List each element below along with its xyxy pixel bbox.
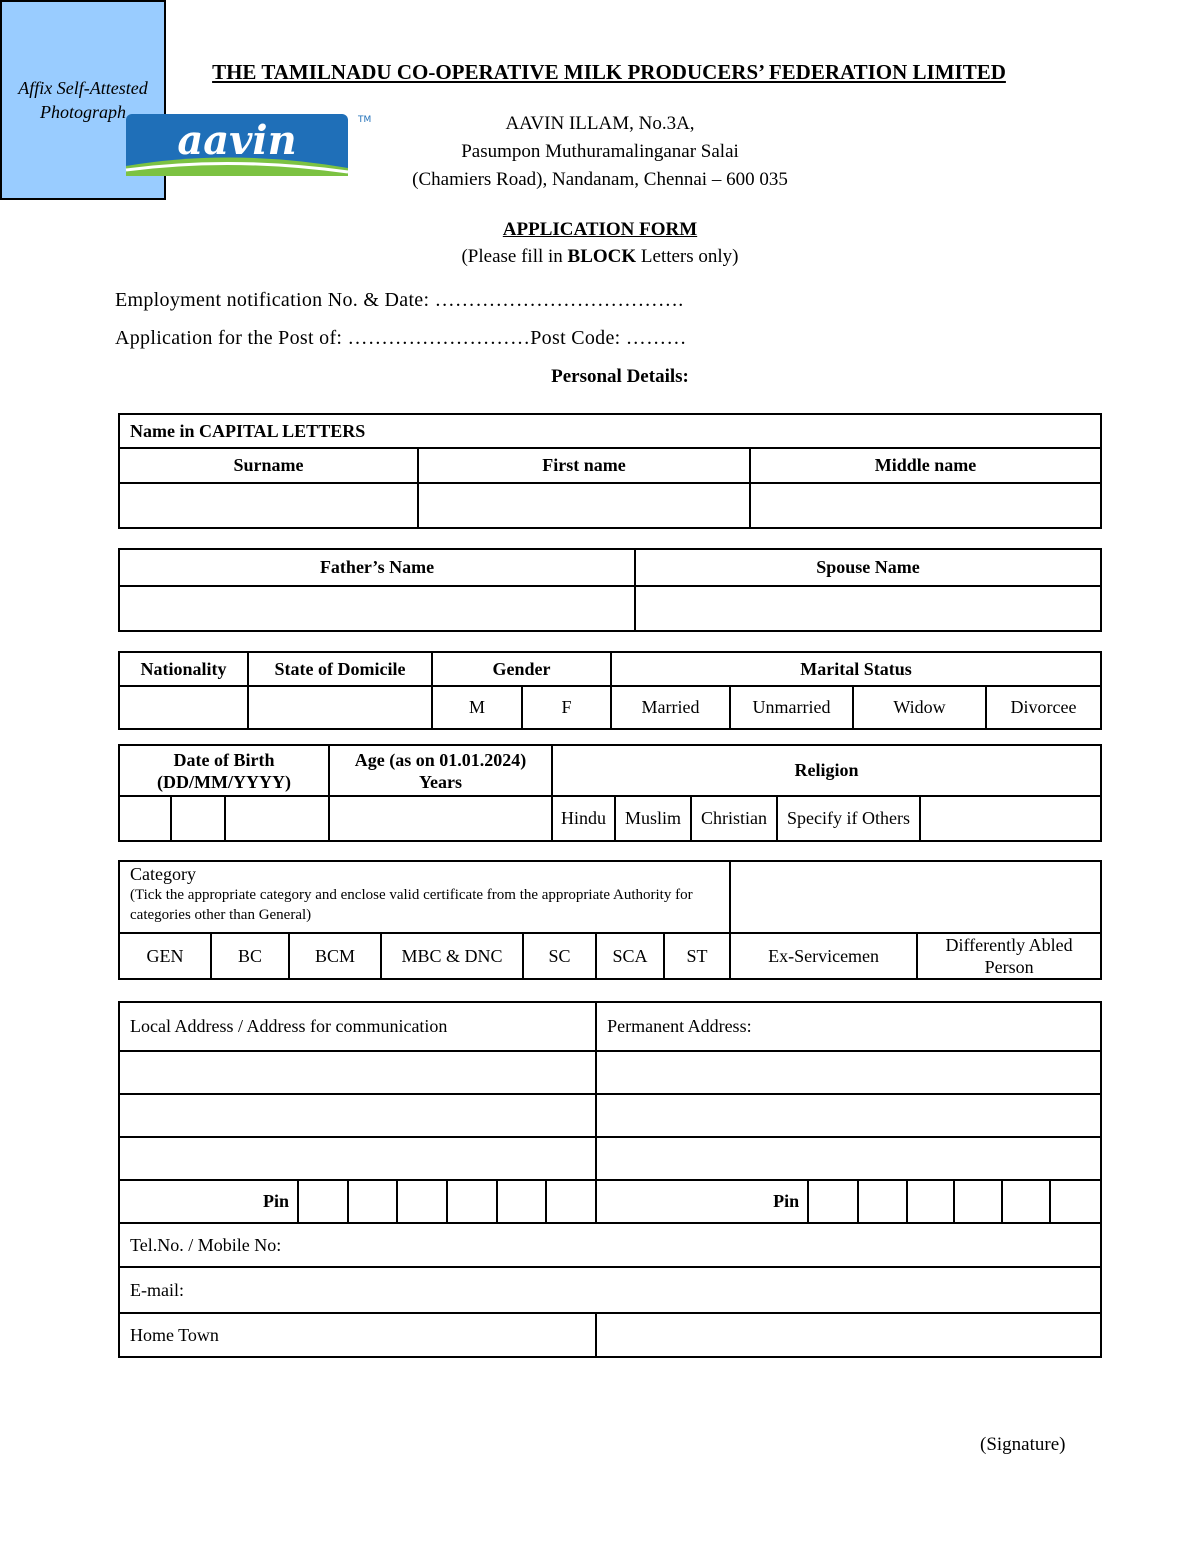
address-line-3: (Chamiers Road), Nandanam, Chennai – 600 035 — [412, 169, 788, 190]
age-input[interactable] — [329, 796, 552, 841]
form-title: APPLICATION FORM — [502, 219, 698, 240]
local-pin-digit[interactable] — [447, 1180, 497, 1223]
category-gen-option[interactable]: GEN — [119, 933, 211, 979]
category-bcm-option[interactable]: BCM — [289, 933, 381, 979]
married-option[interactable]: Married — [611, 686, 730, 729]
permanent-pin-digit[interactable] — [1050, 1180, 1101, 1223]
local-pin-digit[interactable] — [397, 1180, 447, 1223]
permanent-address-line-2[interactable] — [596, 1094, 1101, 1137]
gender-m-option[interactable]: M — [432, 686, 522, 729]
middle-name-header: Middle name — [750, 448, 1101, 483]
hindu-option[interactable]: Hindu — [552, 796, 615, 841]
permanent-pin-label: Pin — [596, 1180, 808, 1223]
local-pin-digit[interactable] — [298, 1180, 348, 1223]
dob-header: Date of Birth (DD/MM/YYYY) — [119, 745, 329, 796]
religion-header: Religion — [552, 745, 1101, 796]
gender-header: Gender — [432, 652, 611, 686]
name-caption: Name in CAPITAL LETTERS — [119, 414, 1101, 448]
family-table — [118, 548, 1102, 632]
address-line-1: AAVIN ILLAM, No.3A, — [505, 113, 695, 134]
middle-name-input[interactable] — [750, 483, 1101, 528]
permanent-pin-digit[interactable] — [907, 1180, 954, 1223]
local-address-line-2[interactable] — [119, 1094, 596, 1137]
local-address-line-1[interactable] — [119, 1051, 596, 1094]
permanent-pin-digit[interactable] — [808, 1180, 858, 1223]
aavin-logo — [122, 108, 372, 188]
category-sca-option[interactable]: SCA — [596, 933, 664, 979]
nationality-input[interactable] — [119, 686, 248, 729]
permanent-address-line-1[interactable] — [596, 1051, 1101, 1094]
ex-servicemen-option[interactable]: Ex-Servicemen — [730, 933, 917, 979]
permanent-address-line-3[interactable] — [596, 1137, 1101, 1180]
category-sc-option[interactable]: SC — [523, 933, 596, 979]
local-address-header: Local Address / Address for communication — [119, 1002, 596, 1051]
local-address-line-3[interactable] — [119, 1137, 596, 1180]
form-instruction: (Please fill in BLOCK Letters only) — [461, 246, 739, 267]
dob-year-input[interactable] — [225, 796, 329, 841]
home-town-label: Home Town — [119, 1313, 596, 1357]
category-bc-option[interactable]: BC — [211, 933, 289, 979]
dob-religion-table — [118, 744, 1102, 842]
category-blank-cell — [730, 861, 1101, 933]
aavin-logo-icon — [122, 108, 372, 188]
permanent-pin-digit[interactable] — [1002, 1180, 1050, 1223]
dob-day-input[interactable] — [119, 796, 171, 841]
name-table — [118, 413, 1102, 529]
marital-status-header: Marital Status — [611, 652, 1101, 686]
category-caption: Category (Tick the appropriate category and enclose valid certificate from the appropriate Authority for categories other than General) — [119, 861, 730, 933]
post-field[interactable]: Application for the Post of: ………………………Post Code: ……… — [115, 327, 687, 349]
dob-month-input[interactable] — [171, 796, 225, 841]
widow-option[interactable]: Widow — [853, 686, 986, 729]
local-pin-digit[interactable] — [497, 1180, 546, 1223]
category-table — [118, 860, 1102, 980]
permanent-address-header: Permanent Address: — [596, 1002, 1101, 1051]
other-religion-option[interactable]: Specify if Others — [777, 796, 920, 841]
gender-f-option[interactable]: F — [522, 686, 611, 729]
surname-input[interactable] — [119, 483, 418, 528]
address-line-2: Pasumpon Muthuramalinganar Salai — [461, 141, 739, 162]
age-header: Age (as on 01.01.2024) Years — [329, 745, 552, 796]
photo-box[interactable]: Affix Self-Attested Photograph — [0, 0, 166, 200]
svg-text:aavin: aavin — [177, 117, 297, 164]
local-pin-label: Pin — [119, 1180, 298, 1223]
address-table — [118, 1001, 1102, 1358]
other-religion-input[interactable] — [920, 796, 1101, 841]
first-name-input[interactable] — [418, 483, 750, 528]
home-town-input[interactable] — [596, 1313, 1101, 1357]
category-st-option[interactable]: ST — [664, 933, 730, 979]
category-mbc-option[interactable]: MBC & DNC — [381, 933, 523, 979]
father-name-header: Father’s Name — [119, 549, 635, 586]
spouse-name-input[interactable] — [635, 586, 1101, 631]
page-title: THE TAMILNADU CO-OPERATIVE MILK PRODUCERS’ FEDERATION LIMITED — [212, 60, 1006, 84]
domicile-header: State of Domicile — [248, 652, 432, 686]
local-pin-digit[interactable] — [546, 1180, 596, 1223]
muslim-option[interactable]: Muslim — [615, 796, 691, 841]
nationality-header: Nationality — [119, 652, 248, 686]
differently-abled-option[interactable]: Differently Abled Person — [917, 933, 1101, 979]
permanent-pin-digit[interactable] — [954, 1180, 1002, 1223]
status-table — [118, 651, 1102, 730]
father-name-input[interactable] — [119, 586, 635, 631]
mobile-field[interactable]: Tel.No. / Mobile No: — [119, 1223, 1101, 1267]
surname-header: Surname — [119, 448, 418, 483]
divorcee-option[interactable]: Divorcee — [986, 686, 1101, 729]
signature-label: (Signature) — [980, 1434, 1066, 1455]
svg-text:TM: TM — [358, 115, 372, 125]
email-field[interactable]: E-mail: — [119, 1267, 1101, 1313]
personal-details-heading: Personal Details: — [551, 366, 689, 387]
unmarried-option[interactable]: Unmarried — [730, 686, 853, 729]
first-name-header: First name — [418, 448, 750, 483]
employment-notification-field[interactable]: Employment notification No. & Date: ………………………………. — [115, 289, 684, 311]
permanent-pin-digit[interactable] — [858, 1180, 907, 1223]
spouse-name-header: Spouse Name — [635, 549, 1101, 586]
local-pin-digit[interactable] — [348, 1180, 397, 1223]
christian-option[interactable]: Christian — [691, 796, 777, 841]
domicile-input[interactable] — [248, 686, 432, 729]
